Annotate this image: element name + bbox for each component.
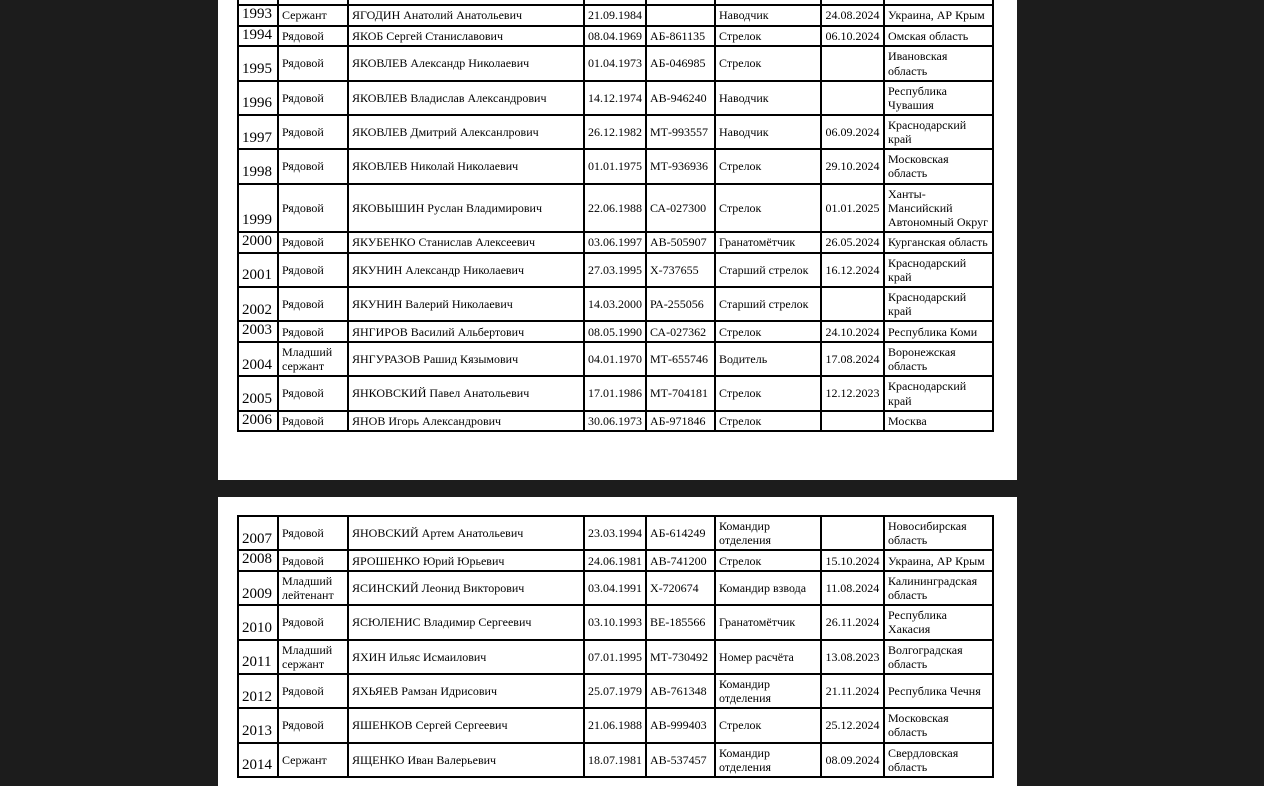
cell-birthdate: 14.12.1974: [584, 81, 646, 115]
table-row: [238, 376, 993, 410]
cell-region: Краснодарский край: [884, 376, 993, 410]
cell-id-code: АБ-614249: [646, 516, 715, 550]
cell-id-code: МТ-655746: [646, 342, 715, 376]
cell-region: Свердловская область: [884, 743, 993, 777]
cell-position: Старший стрелок: [715, 253, 821, 287]
cell-rank: Рядовой: [278, 516, 348, 550]
cell-date: 26.11.2024: [821, 605, 884, 639]
cell-position: Стрелок: [715, 321, 821, 342]
cell-date: [821, 516, 884, 550]
cell-date: 15.10.2024: [821, 550, 884, 571]
cell-region: Украина, АР Крым: [884, 5, 993, 26]
cell-region: Калининградская область: [884, 571, 993, 605]
cell-rank: Рядовой: [278, 149, 348, 183]
cell-date: 29.10.2024: [821, 149, 884, 183]
cell-region: Ивановская область: [884, 46, 993, 80]
cell-birthdate: 22.06.1988: [584, 184, 646, 232]
cell-position: Командир отделения: [715, 516, 821, 550]
cell-rank: Рядовой: [278, 253, 348, 287]
cell-region: Волгоградская область: [884, 640, 993, 674]
cell-date: 01.01.2025: [821, 184, 884, 232]
table-row: [238, 743, 993, 777]
cell-region: Новосибирская область: [884, 516, 993, 550]
table-row: [238, 253, 993, 287]
cell-name: ЯСИНСКИЙ Леонид Викторович: [348, 571, 584, 605]
cell-birthdate: 07.01.1995: [584, 640, 646, 674]
cell-id-code: ВЕ-185566: [646, 605, 715, 639]
cell-date: 06.09.2024: [821, 115, 884, 149]
cell-date: [821, 287, 884, 321]
cell-name: ЯНОВСКИЙ Артем Анатольевич: [348, 516, 584, 550]
cell-number: 1995: [238, 46, 278, 80]
cell-rank: Рядовой: [278, 708, 348, 742]
table-row: [238, 516, 993, 550]
cell-number: 2002: [238, 287, 278, 321]
cell-number: 2005: [238, 376, 278, 410]
cell-number: 2003: [238, 321, 278, 342]
cell-birthdate: 27.03.1995: [584, 253, 646, 287]
cell-number: 2004: [238, 342, 278, 376]
cell-date: 11.08.2024: [821, 571, 884, 605]
cell-region: Республика Хакасия: [884, 605, 993, 639]
cell-name: ЯНГИРОВ Василий Альбертович: [348, 321, 584, 342]
cell-position: Стрелок: [715, 376, 821, 410]
cell-id-code: АВ-537457: [646, 743, 715, 777]
cell-id-code: АВ-741200: [646, 550, 715, 571]
cell-rank: Рядовой: [278, 411, 348, 432]
cell-position: Командир отделения: [715, 743, 821, 777]
cell-date: 17.08.2024: [821, 342, 884, 376]
cell-name: ЯКОБ Сергей Станиславович: [348, 26, 584, 47]
cell-region: Краснодарский край: [884, 287, 993, 321]
table-row: [238, 149, 993, 183]
cell-number: 2010: [238, 605, 278, 639]
table-row: [238, 674, 993, 708]
cell-region: Республика Чувашия: [884, 81, 993, 115]
cell-name: ЯРОШЕНКО Юрий Юрьевич: [348, 550, 584, 571]
cell-date: 12.12.2023: [821, 376, 884, 410]
cell-region: Республика Чечня: [884, 674, 993, 708]
cell-date: [821, 411, 884, 432]
table-row: [238, 550, 993, 571]
cell-date: 13.08.2023: [821, 640, 884, 674]
cell-name: ЯХЬЯЕВ Рамзан Идрисович: [348, 674, 584, 708]
cell-number: 1998: [238, 149, 278, 183]
cell-id-code: РА-255056: [646, 287, 715, 321]
cell-position: Водитель: [715, 342, 821, 376]
cell-number: 2006: [238, 411, 278, 432]
cell-id-code: СА-027362: [646, 321, 715, 342]
cell-rank: Рядовой: [278, 115, 348, 149]
cell-rank: Младший сержант: [278, 640, 348, 674]
cell-date: [821, 81, 884, 115]
cell-rank: Сержант: [278, 743, 348, 777]
cell-date: 06.10.2024: [821, 26, 884, 47]
cell-region: Украина, АР Крым: [884, 550, 993, 571]
cell-position: Наводчик: [715, 115, 821, 149]
cell-name: ЯКУНИН Валерий Николаевич: [348, 287, 584, 321]
table-row: [238, 5, 993, 26]
cell-region: Ханты-Мансийский Автономный Округ: [884, 184, 993, 232]
cell-name: ЯКОВЛЕВ Николай Николаевич: [348, 149, 584, 183]
cell-rank: Младший лейтенант: [278, 571, 348, 605]
cell-name: ЯНОВ Игорь Александрович: [348, 411, 584, 432]
cell-number: 2011: [238, 640, 278, 674]
cell-birthdate: 21.06.1988: [584, 708, 646, 742]
table-row: [238, 81, 993, 115]
table-row: [238, 287, 993, 321]
cell-date: 24.10.2024: [821, 321, 884, 342]
table-row: [238, 321, 993, 342]
cell-rank: Рядовой: [278, 46, 348, 80]
cell-position: Наводчик: [715, 81, 821, 115]
cell-id-code: АВ-946240: [646, 81, 715, 115]
cell-region: Московская область: [884, 708, 993, 742]
cell-position: Стрелок: [715, 708, 821, 742]
table-row: [238, 46, 993, 80]
table-row: [238, 115, 993, 149]
cell-date: 08.09.2024: [821, 743, 884, 777]
cell-birthdate: 14.03.2000: [584, 287, 646, 321]
cell-rank: Рядовой: [278, 321, 348, 342]
document-page-1: [218, 0, 1017, 480]
cell-name: ЯКУНИН Александр Николаевич: [348, 253, 584, 287]
table-row: [238, 26, 993, 47]
cell-position: Командир взвода: [715, 571, 821, 605]
cell-id-code: АБ-861135: [646, 26, 715, 47]
cell-name: ЯКОВЛЕВ Владислав Александрович: [348, 81, 584, 115]
cell-id-code: АБ-046985: [646, 46, 715, 80]
cell-number: 1999: [238, 184, 278, 232]
cell-region: Курганская область: [884, 232, 993, 253]
cell-number: 2007: [238, 516, 278, 550]
cell-id-code: Х-737655: [646, 253, 715, 287]
cell-rank: Рядовой: [278, 674, 348, 708]
cell-position: Командир отделения: [715, 674, 821, 708]
cell-date: 21.11.2024: [821, 674, 884, 708]
cell-name: ЯГОДИН Анатолий Анатольевич: [348, 5, 584, 26]
cell-rank: Рядовой: [278, 184, 348, 232]
cell-id-code: АБ-971846: [646, 411, 715, 432]
cell-rank: Рядовой: [278, 550, 348, 571]
cell-birthdate: 03.04.1991: [584, 571, 646, 605]
cell-name: ЯНКОВСКИЙ Павел Анатольевич: [348, 376, 584, 410]
cell-position: Стрелок: [715, 149, 821, 183]
cell-name: ЯКОВЛЕВ Александр Николаевич: [348, 46, 584, 80]
cell-date: 16.12.2024: [821, 253, 884, 287]
personnel-table-page-2: [237, 515, 994, 778]
table-row: [238, 708, 993, 742]
cell-birthdate: 17.01.1986: [584, 376, 646, 410]
cell-birthdate: 30.06.1973: [584, 411, 646, 432]
cell-birthdate: 01.04.1973: [584, 46, 646, 80]
cell-name: ЯКОВЫШИН Руслан Владимирович: [348, 184, 584, 232]
cell-rank: Рядовой: [278, 232, 348, 253]
cell-name: ЯКУБЕНКО Станислав Алексеевич: [348, 232, 584, 253]
cell-number: 2012: [238, 674, 278, 708]
cell-id-code: СА-027300: [646, 184, 715, 232]
cell-name: ЯЩЕНКО Иван Валерьевич: [348, 743, 584, 777]
cell-region: Воронежская область: [884, 342, 993, 376]
cell-birthdate: 01.01.1975: [584, 149, 646, 183]
personnel-table-page-1: [237, 0, 994, 432]
cell-birthdate: 03.06.1997: [584, 232, 646, 253]
cell-region: Краснодарский край: [884, 115, 993, 149]
cell-name: ЯШЕНКОВ Сергей Сергеевич: [348, 708, 584, 742]
cell-id-code: [646, 5, 715, 26]
cell-number: 1996: [238, 81, 278, 115]
table-row: [238, 342, 993, 376]
cell-number: 2008: [238, 550, 278, 571]
cell-position: Номер расчёта: [715, 640, 821, 674]
cell-number: 1997: [238, 115, 278, 149]
cell-rank: Сержант: [278, 5, 348, 26]
cell-position: Стрелок: [715, 46, 821, 80]
cell-position: Гранатомётчик: [715, 605, 821, 639]
cell-id-code: АВ-999403: [646, 708, 715, 742]
cell-birthdate: 23.03.1994: [584, 516, 646, 550]
cell-position: Стрелок: [715, 411, 821, 432]
cell-position: Стрелок: [715, 550, 821, 571]
cell-rank: Младший сержант: [278, 342, 348, 376]
table-row: [238, 232, 993, 253]
cell-number: 2000: [238, 232, 278, 253]
cell-rank: Рядовой: [278, 26, 348, 47]
cell-rank: Рядовой: [278, 81, 348, 115]
table-row: [238, 411, 993, 432]
cell-id-code: МТ-730492: [646, 640, 715, 674]
cell-rank: Рядовой: [278, 605, 348, 639]
table-row: [238, 184, 993, 232]
cell-number: 2014: [238, 743, 278, 777]
cell-region: Омская область: [884, 26, 993, 47]
cell-region: Краснодарский край: [884, 253, 993, 287]
cell-region: Москва: [884, 411, 993, 432]
cell-date: 24.08.2024: [821, 5, 884, 26]
cell-number: 2009: [238, 571, 278, 605]
table-row: [238, 640, 993, 674]
cell-birthdate: 08.05.1990: [584, 321, 646, 342]
cell-name: ЯСЮЛЕНИС Владимир Сергеевич: [348, 605, 584, 639]
document-page-2: [218, 497, 1017, 786]
cell-name: ЯХИН Ильяс Исмаилович: [348, 640, 584, 674]
cell-name: ЯНГУРАЗОВ Рашид Кязымович: [348, 342, 584, 376]
cell-id-code: МТ-936936: [646, 149, 715, 183]
table-row: [238, 571, 993, 605]
cell-id-code: АВ-761348: [646, 674, 715, 708]
cell-birthdate: 18.07.1981: [584, 743, 646, 777]
cell-date: 26.05.2024: [821, 232, 884, 253]
cell-number: 2013: [238, 708, 278, 742]
cell-birthdate: 21.09.1984: [584, 5, 646, 26]
cell-birthdate: 24.06.1981: [584, 550, 646, 571]
cell-id-code: АВ-505907: [646, 232, 715, 253]
cell-position: Гранатомётчик: [715, 232, 821, 253]
cell-birthdate: 04.01.1970: [584, 342, 646, 376]
cell-birthdate: 03.10.1993: [584, 605, 646, 639]
cell-date: 25.12.2024: [821, 708, 884, 742]
cell-birthdate: 25.07.1979: [584, 674, 646, 708]
cell-birthdate: 08.04.1969: [584, 26, 646, 47]
cell-position: Наводчик: [715, 5, 821, 26]
cell-rank: Рядовой: [278, 376, 348, 410]
cell-name: ЯКОВЛЕВ Дмитрий Алексанлрович: [348, 115, 584, 149]
cell-position: Старший стрелок: [715, 287, 821, 321]
cell-number: 1993: [238, 5, 278, 26]
cell-region: Московская область: [884, 149, 993, 183]
cell-date: [821, 46, 884, 80]
cell-number: 1994: [238, 26, 278, 47]
cell-rank: Рядовой: [278, 287, 348, 321]
table-row: [238, 605, 993, 639]
cell-number: 2001: [238, 253, 278, 287]
cell-region: Республика Коми: [884, 321, 993, 342]
cell-id-code: МТ-704181: [646, 376, 715, 410]
cell-position: Стрелок: [715, 184, 821, 232]
cell-id-code: Х-720674: [646, 571, 715, 605]
cell-position: Стрелок: [715, 26, 821, 47]
cell-birthdate: 26.12.1982: [584, 115, 646, 149]
cell-id-code: МТ-993557: [646, 115, 715, 149]
